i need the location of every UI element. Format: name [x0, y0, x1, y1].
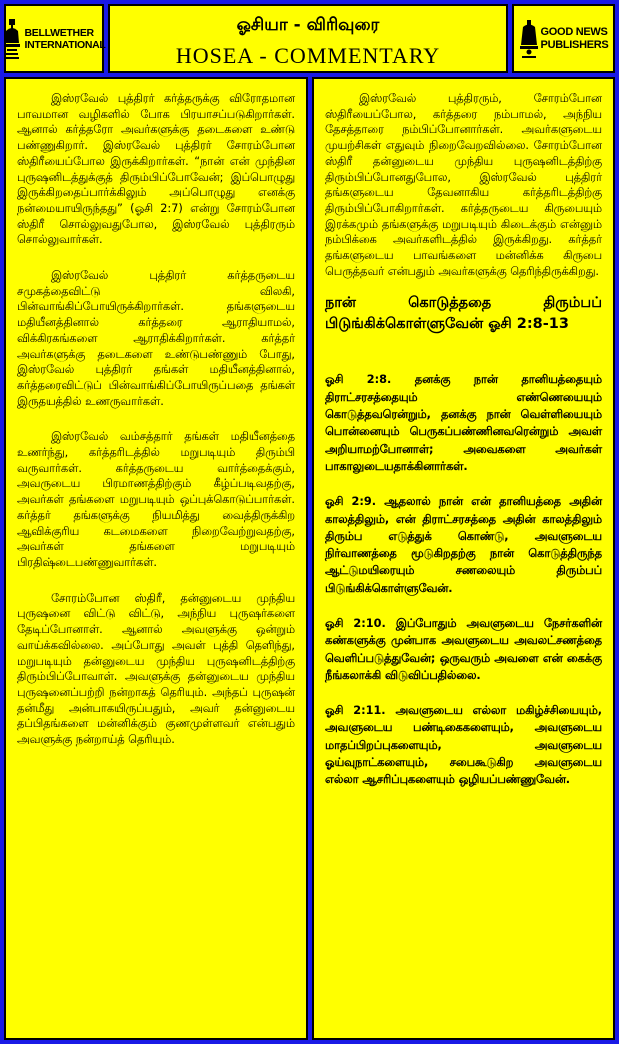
- bellwether-logo-box: [4, 4, 104, 73]
- left-paragraph-3: இஸ்ரவேல் வம்சத்தார் தங்கள் மதியீனத்தை உணர்ந்து, கர்த்தரிடத்தில் மறுபடியும் திரும்பி வருவார்கள். கர்த்தருடைய வார்த்தைக்கும், அவருடைய பிரமாணத்திற்கும் கீழ்ப்படிவதற்கு, அவர்கள் தங்களை மறுபடியும் ஒப்புக்கொடுப்பார்கள். கர்த்தர் தங்களுக்கு நியமித்து வைத்திருக்கிற ஆவிக்குரிய கடமைகளை நிறைவேற்றுவதற்கு, அவர்கள் தங்களை மறுபடியும் பிரதிஷ்டைபண்ணுவார்கள்.: [17, 430, 295, 569]
- good-news-line-1: GOOD NEWS: [540, 26, 608, 38]
- bell-icon: [519, 17, 539, 61]
- title-english: HOSEA - COMMENTARY: [175, 43, 441, 68]
- right-column: [312, 77, 615, 1040]
- verse-2-10: ஓசி 2:10. இப்போதும் அவளுடைய நேசர்களின் கண்களுக்கு முன்பாக அவளுடைய அவலட்சணத்தை வெளிப்படுத்துவேன்; ஒருவரும் அவளை என் கைக்கு நீங்கலாக்கி விடுவிப்பதில்லை.: [325, 617, 602, 682]
- verse-2-8: ஓசி 2:8. தனக்கு நான் தானியத்தையும் திராட்சரசத்தையும் எண்ணெயையும் கொடுத்தவரென்றும், தனக்கு நான் வெள்ளியையும் பொன்னையும் பெருகப்பண்ணினவரென்றும் அவள் அறியாமற்போனாள்; அவைகளை அவர்கள் பாகாலுடையதாக்கினார்கள்.: [325, 373, 602, 473]
- bell-ringer-icon: [2, 17, 22, 61]
- left-column: [4, 77, 308, 1040]
- section-heading: நான் கொடுத்ததை திரும்பப் பிடுங்கிக்கொள்ளுவேன் ஓசி 2:8-13: [325, 295, 602, 333]
- bellwether-logo: [6, 6, 106, 71]
- good-news-line-2: PUBLISHERS: [540, 38, 609, 51]
- page-header: [108, 4, 508, 73]
- verse-2-9: ஓசி 2:9. ஆதலால் நான் என் தானியத்தை அதின் காலத்திலும், என் திராட்சரசத்தை அதின் காலத்திலும் திரும்ப எடுத்துக் கொண்டு, அவளுடைய நிர்வாணத்தை மூடுகிறதற்கு நான் கொடுத்திருந்த ஆட்டுமயிரையும் சணலையும் திரும்பப் பிடுங்கிக்கொள்ளுவேன்.: [325, 495, 602, 595]
- good-news-logo-box: [512, 4, 615, 73]
- left-paragraph-1: இஸ்ரவேல் புத்திரர் கர்த்தருக்கு விரோதமான பாவமான வழிகளில் போக பிரயாசப்படுகிறார்கள். ஆனால் கர்த்தரோ அவர்களுக்கு தடைகளை உண்டு பண்ணுகிறார். இஸ்ரவேல் புத்திரர் சோரம்போன ஸ்திரீயைப்போல இருக்கிறார்கள். “நான் என் முந்தின புருஷனிடத்துக்குத் திரும்பிப்போவேன்; இப்பொழுது இருக்கிறதைப்பார்க்கிலும் அப்பொழுது எனக்கு நன்மையாயிருந்தது” (ஓசி 2:7) என்று சோரம்போன ஸ்திரீ சொல்லுவதுபோல, இஸ்ரவேல் புத்திரரும் சொல்லுவார்கள்.: [17, 92, 295, 247]
- title-tamil: ஓசியா - விரிவுரை: [236, 15, 380, 35]
- bellwether-line-2: INTERNATIONAL: [24, 38, 106, 51]
- right-intro-paragraph: இஸ்ரவேல் புத்திரரும், சோரம்போன ஸ்திரீயைப்போல, கர்த்தரை நம்பாமல், அந்நிய தேசத்தாரை நம்பிப்போனார்கள். அவர்களுடைய முயற்சிகள் எதுவும் நிறைவேறவில்லை. சோரம்போன ஸ்திரீ தன்னுடைய முந்திய புருஷனிடத்திற்கு திரும்பிப்போனதுபோல, இஸ்ரவேல் புத்திரர் தங்களுடைய தேவனாகிய கர்த்தரிடத்திற்கு திரும்பிப்போகிறார்கள். கர்த்தருடைய கிருபையும் இரக்கமும் தங்களுக்கு மறுபடியும் கிடைக்கும் என்னும் நம்பிக்கை அவர்களிடத்தில் இருக்கிறது. கர்த்தர் தங்களுடைய பாவங்களை மன்னிக்க கிருபை பெருத்தவர் என்பதும் அவர்களுக்கு தெரிந்திருக்கிறது.: [325, 92, 602, 278]
- left-paragraph-2: இஸ்ரவேல் புத்திரர் கர்த்தருடைய சமுகத்தைவிட்டு விலகி, பின்வாங்கிப்போயிருக்கிறார்கள். தங்களுடைய மதியீனத்தினால் கர்த்தரை ஆராதியாமல், விக்கிரகங்களை ஆராதிக்கிறார்கள். கர்த்தர் அவர்களுக்கு தடைகளை உண்டுபண்ணும் போது, இஸ்ரவேல் புத்திரர் தங்கள் மதியீனத்தினால், கர்த்தரைவிட்டுப் பின்வாங்கிப்போயிருப்பதை தங்கள் இருதயத்தில் உணருவார்கள்.: [17, 269, 295, 408]
- left-paragraph-4: சோரம்போன ஸ்திரீ, தன்னுடைய முந்திய புருஷனை விட்டு விட்டு, அந்நிய புருஷர்களை தேடிப்போனாள். ஆனால் அவளுக்கு ஒன்றும் வாய்க்கவில்லை. அப்போது அவள் புத்தி தெளிந்து, மறுபடியும் தன்னுடைய முந்திய புருஷனிடத்திற்கு திரும்பிப்போவாள். அவளுக்கு தன்னுடைய முந்திய புருஷனைப்பற்றி நன்றாகத் தெரியும். அந்தப் புருஷன் தன்மீது அன்பாகயிருப்பதும், அவர் தன்னுடைய தப்பிதங்களை மன்னிக்கும் குணமுள்ளவர் என்பதும் அவளுக்கு நன்றாய்த் தெரியும்.: [17, 591, 295, 747]
- verse-2-11: ஓசி 2:11. அவளுடைய எல்லா மகிழ்ச்சியையும், அவளுடைய பண்டிகைகளையும், அவளுடைய மாதப்பிறப்புகளையும், அவளுடைய ஓய்வுநாட்களையும், சபைகூடுகிற அவளுடைய எல்லா ஆசரிப்புகளையும் ஒழியப்பண்ணுவேன்.: [325, 704, 602, 787]
- bellwether-line-1: BELLWETHER: [24, 26, 94, 39]
- good-news-logo: [514, 6, 613, 71]
